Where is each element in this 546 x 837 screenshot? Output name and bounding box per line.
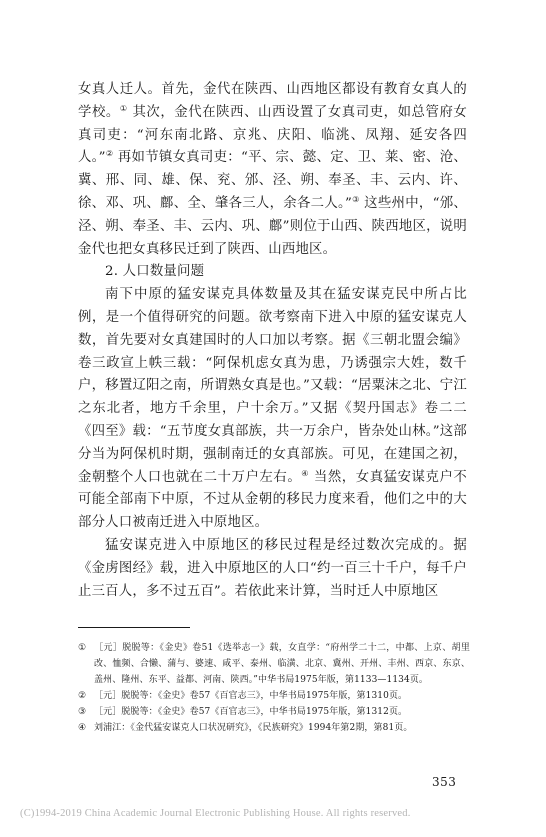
copyright-watermark: (C)1994-2019 China Academic Journal Electronic Publishing House. All rights reserved. — [20, 808, 411, 819]
text-segment: 南下中原的猛安谋克具体数量及其在猛安谋克民中所占比例，是一个值得研究的问题。欲考察南下进入中原的猛安谋克人数，首先要对女真建国时的人口加以考察。据《三朝北盟会编》卷三政宣上帙三载：“阿保机虑女真为患，乃诱强宗大姓，数千户，移置辽阳之南，所谓熟女真是也。”又载：“居粟沫之北、宁江之东北者，地方千余里，户十余万。”又据《契丹国志》卷二二《四至》载：“五节度女真部族，共一万余户，皆杂处山林。”这部分当为阿保机时期，强制南迁的女真部族。可见，在建国之初，金朝整个人口也就在二十万户左右。 — [78, 287, 467, 485]
paragraph-population-question — [78, 284, 467, 535]
footnote-ref-1[interactable]: ① — [119, 103, 128, 113]
main-text — [78, 79, 467, 603]
text-segment: 再如节镇女真司吏：“平、宗、懿、定、卫、莱、密、沧、冀、邢、同、雄、保、兖、邠、泾、朔、奉圣、丰、云内、许、徐、邓、巩、鄜、全、肇各三人，余各二人。” — [78, 150, 467, 211]
footnote-ref-3[interactable]: ③ — [352, 194, 360, 204]
text-segment: 当然，女真猛安谋克户不可能全部南下中原，不过从金朝的移民力度来看，他们之中的大部分人口被南迁进入中原地区。 — [78, 469, 468, 531]
footnote-text: ［元］脱脱等：《金史》卷57《百官志三》，中华书局1975年版，第1310页。 — [94, 691, 408, 701]
footnote-text: ［元］脱脱等：《金史》卷57《百官志三》，中华书局1975年版，第1312页。 — [94, 707, 408, 717]
footnote-ref-2[interactable]: ② — [105, 149, 114, 159]
section-heading: 2. 人口数量问题 — [105, 264, 205, 280]
footnote-separator — [78, 627, 190, 628]
paragraph-migration-evidence — [78, 79, 467, 261]
text-segment: 女真人迁人。首先，金代在陕西、山西地区都设有教育女真人的学校。 — [78, 82, 467, 120]
footnote-marker: ① — [78, 643, 87, 653]
footnote-marker: ② — [78, 691, 87, 701]
footnote-3 — [78, 704, 470, 720]
footnote-marker: ③ — [78, 707, 87, 717]
footnote-text: ［元］脱脱等：《金史》卷51《选举志一》载，女直学：“府州学二十二，中都、上京、胡里改、恤频、合懒、蒲与、婆速、咸平、泰州、临潢、北京、冀州、开州、丰州、西京、东京、盖州、隆州、东平、益都、河南、陕西。”中华书局1975年版，第1133—1134页。 — [94, 643, 470, 685]
footnote-marker: ④ — [78, 723, 87, 733]
footnote-ref-4[interactable]: ④ — [301, 468, 310, 478]
paragraph-migration-process: 猛安谋克进入中原地区的移民过程是经过数次完成的。据《金虏图经》载，进入中原地区的人口“约一百三十千户，每千户止三百人，多不过五百”。若依此来计算，当时迁人中原地区 — [78, 537, 467, 599]
text-segment: 其次，金代在陕西、山西设置了女真司吏，如总管府女真司吏：“河东南北路、京兆、庆阳、临洮、凤翔、延安各四人。” — [78, 104, 468, 166]
footnote-2 — [78, 688, 470, 704]
text-segment: 这些州中，“邠、泾、朔、奉圣、丰、云内、巩、鄜”则位于山西、陕西地区，说明金代也把女真移民迁到了陕西、山西地区。 — [78, 195, 467, 257]
footnote-4 — [78, 720, 470, 736]
footnotes — [78, 640, 470, 736]
page-number: 353 — [432, 775, 457, 789]
footnote-1 — [78, 640, 470, 688]
footnote-text: 刘浦江：《金代猛安谋克人口状况研究》，《民族研究》1994年第2期，第81页。 — [94, 723, 413, 733]
